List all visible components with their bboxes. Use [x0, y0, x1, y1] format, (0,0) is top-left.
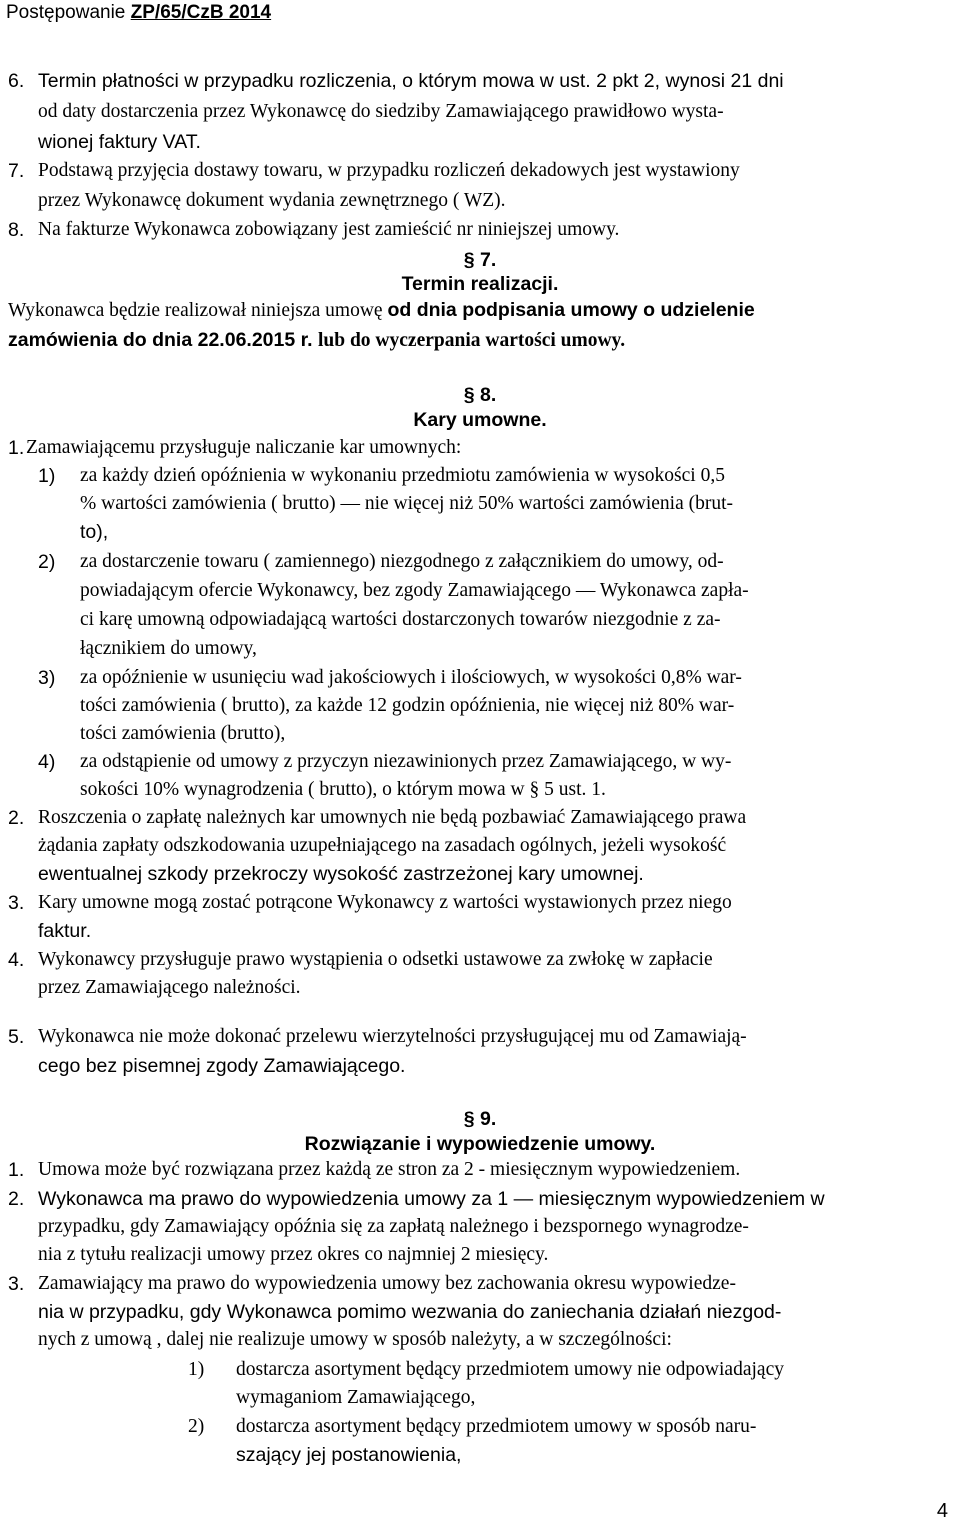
paragraph-line: sokości 10% wynagrodzenia ( brutto), o którym mowa w § 5 ust. 1. — [80, 779, 606, 800]
paragraph-line: nia z tytułu realizacji umowy przez okres co najmniej 2 miesięcy. — [38, 1244, 549, 1265]
paragraph-line: nia w przypadku, gdy Wykonawca pomimo wezwania do zaniechania działań niezgod- — [38, 1301, 782, 1323]
paragraph-line: Wykonawca będzie realizował niniejsza umowę od dnia podpisania umowy o udzielenie — [8, 299, 755, 321]
paragraph-line: żądania zapłaty odszkodowania uzupełniającego na zasadach ogólnych, jeżeli wysokość — [38, 835, 727, 856]
section-title: Kary umowne. — [413, 409, 547, 431]
paragraph-line: ci karę umowną odpowiadającą wartości dostarczonych towarów niezgodnie z za- — [80, 609, 721, 630]
item-number: 3. — [8, 1273, 25, 1295]
paragraph-line: tości zamówienia ( brutto), za każde 12 godzin opóźnienia, nie więcej niż 80% war- — [80, 695, 735, 716]
procurement-code: ZP/65/CzB 2014 — [130, 2, 272, 23]
paragraph-line: Podstawą przyjęcia dostawy towaru, w przypadku rozliczeń dekadowych jest wystawiony — [38, 160, 740, 181]
paragraph-line: dostarcza asortyment będący przedmiotem umowy w sposób naru- — [236, 1416, 757, 1437]
paragraph-line: wionej faktury VAT. — [38, 131, 201, 153]
item-number: 7. — [8, 160, 25, 182]
subitem-number: 1) — [38, 465, 56, 487]
paragraph-line: powiadającym ofercie Wykonawcy, bez zgody Zamawiającego — Wykonawca zapła- — [80, 580, 749, 601]
section-number: § 8. — [463, 384, 497, 406]
paragraph-line: Umowa może być rozwiązana przez każdą ze stron za 2 - miesięcznym wypowiedzeniem. — [38, 1159, 741, 1180]
paragraph-line: nych z umową , dalej nie realizuje umowy w sposób należyty, a w szczególności: — [38, 1329, 672, 1350]
subitem-number: 2) — [188, 1416, 205, 1437]
item-number: 6. — [8, 70, 25, 92]
paragraph-line: od daty dostarczenia przez Wykonawcę do siedziby Zamawiającego prawidłowo wysta- — [38, 101, 724, 122]
paragraph-line: szający jej postanowienia, — [236, 1444, 462, 1466]
paragraph-line: faktur. — [38, 920, 92, 942]
paragraph-line: Na fakturze Wykonawca zobowiązany jest zamieścić nr niniejszej umowy. — [38, 219, 620, 240]
page-number: 4 — [936, 1500, 948, 1522]
item-number: 3. — [8, 892, 25, 914]
paragraph-line: za każdy dzień opóźnienia w wykonaniu przedmiotu zamówienia w wysokości 0,5 — [80, 465, 725, 486]
paragraph-line: przez Zamawiającego należności. — [38, 977, 301, 998]
paragraph-line: ewentualnej szkody przekroczy wysokość zastrzeżonej kary umownej. — [38, 863, 644, 885]
paragraph-line: łącznikiem do umowy, — [80, 638, 257, 659]
paragraph-line: Roszczenia o zapłatę należnych kar umownych nie będą pozbawiać Zamawiającego prawa — [38, 807, 747, 828]
paragraph-line: wymaganiom Zamawiającego, — [236, 1387, 476, 1408]
paragraph-line: przypadku, gdy Zamawiający opóźnia się za zapłatą należnego i bezspornego wynagrodze- — [38, 1216, 749, 1237]
paragraph-line: Kary umowne mogą zostać potrącone Wykonawcy z wartości wystawionych przez niego — [38, 892, 732, 913]
section-title: Rozwiązanie i wypowiedzenie umowy. — [304, 1133, 656, 1155]
paragraph-line: za dostarczenie towaru ( zamiennego) niezgodnego z załącznikiem do umowy, od- — [80, 551, 724, 572]
subitem-number: 2) — [38, 551, 56, 573]
paragraph-line: przez Wykonawcę dokument wydania zewnętrznego ( WZ). — [38, 190, 506, 211]
subitem-number: 3) — [38, 667, 56, 689]
item-number: 1. — [8, 437, 25, 459]
paragraph-line: dostarcza asortyment będący przedmiotem umowy nie odpowiadający — [236, 1359, 784, 1380]
paragraph-line: Wykonawca nie może dokonać przelewu wierzytelności przysługującej mu od Zamawiają- — [38, 1026, 747, 1047]
section-number: § 9. — [463, 1108, 497, 1130]
page-header — [6, 2, 271, 24]
paragraph-line: za opóźnienie w usunięciu wad jakościowych i ilościowych, w wysokości 0,8% war- — [80, 667, 742, 688]
paragraph-line: Zamawiający ma prawo do wypowiedzenia umowy bez zachowania okresu wypowiedze- — [38, 1273, 736, 1294]
paragraph-line: Wykonawcy przysługuje prawo wystąpienia o odsetki ustawowe za zwłokę w zapłacie — [38, 949, 713, 970]
section-number: § 7. — [463, 249, 497, 271]
subitem-number: 1) — [188, 1359, 205, 1380]
item-number: 1. — [8, 1159, 25, 1181]
header-prefix: Postępowanie — [6, 2, 131, 23]
paragraph-line: Termin płatności w przypadku rozliczenia, o którym mowa w ust. 2 pkt 2, wynosi 21 dni — [38, 70, 784, 92]
paragraph-line: cego bez pisemnej zgody Zamawiającego. — [38, 1055, 406, 1077]
paragraph-line: za odstąpienie od umowy z przyczyn niezawinionych przez Zamawiającego, w wy- — [80, 751, 732, 772]
item-number: 5. — [8, 1026, 25, 1048]
paragraph-line: zamówienia do dnia 22.06.2015 r. lub do wyczerpania wartości umowy. — [8, 329, 626, 351]
subitem-number: 4) — [38, 751, 56, 773]
section-title: Termin realizacji. — [401, 273, 559, 295]
paragraph-line: tości zamówienia (brutto), — [80, 723, 286, 744]
item-number: 2. — [8, 1188, 25, 1210]
paragraph-line: Wykonawca ma prawo do wypowiedzenia umowy za 1 — miesięcznym wypowiedzeniem w — [38, 1188, 825, 1210]
paragraph-line: % wartości zamówienia ( brutto) — nie więcej niż 50% wartości zamówienia (brut- — [80, 493, 734, 514]
item-number: 4. — [8, 949, 25, 971]
paragraph-line: to), — [80, 521, 109, 543]
paragraph-line: Zamawiającemu przysługuje naliczanie kar umownych: — [26, 437, 462, 458]
item-number: 2. — [8, 807, 25, 829]
item-number: 8. — [8, 219, 25, 241]
